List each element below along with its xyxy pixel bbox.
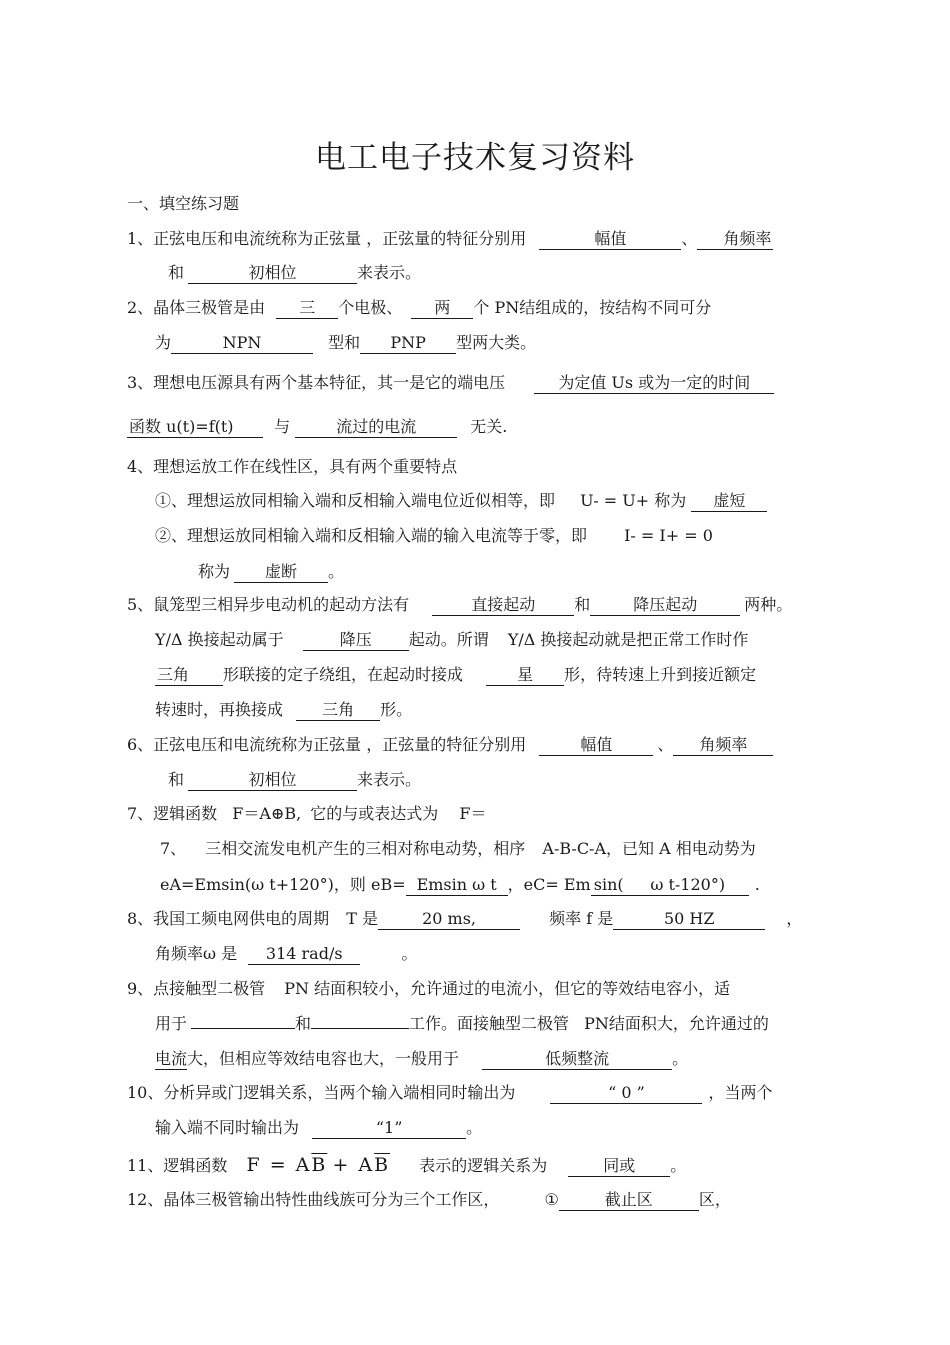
- question-11-line-1: [127, 1154, 686, 1177]
- q7b-text-d: eA=Emsin(ω t+120°)，则 eB=: [160, 875, 406, 894]
- question-6-line-2: [168, 769, 421, 791]
- question-6-line-1: [127, 734, 773, 756]
- question-8-line-1: [127, 908, 802, 930]
- q11-expr-a-bar: $\overline{B}$: [374, 1154, 391, 1176]
- q5-text-c: 两种。: [744, 595, 793, 614]
- q9-blank-current: 电流: [155, 1049, 188, 1068]
- q5-text-e: 起动。所谓: [408, 630, 489, 649]
- question-4-line-3: [155, 525, 713, 547]
- q11-text: 11、逻辑函数: [127, 1156, 228, 1175]
- q9-text-c: 用于: [155, 1014, 188, 1033]
- section-heading: 一、填空练习题: [127, 194, 240, 213]
- question-4-line-4: [198, 561, 344, 583]
- q7b-blank-ec-a: sin(: [591, 875, 627, 896]
- q9-blank-rectify: 低频整流: [482, 1049, 672, 1070]
- q2-text-c: 个 PN结组成的，按结构不同可分: [473, 298, 712, 317]
- q9-text-b: PN 结面积较小，允许通过的电流小，但它的等效结电容小，适: [284, 979, 731, 998]
- q9-blank-1: [191, 1028, 295, 1029]
- q11-text-h: 。: [670, 1156, 687, 1175]
- q3-blank-current: 流过的电流: [295, 417, 457, 438]
- q2-text-b: 个电极、: [338, 298, 403, 317]
- q9-text: 9、点接触型二极管: [127, 979, 266, 998]
- q6-blank-angular-frequency: 角频率: [673, 735, 773, 756]
- question-5-line-3: [155, 664, 756, 686]
- q8-blank-angular: 314 rad/s: [248, 944, 360, 965]
- q12-blank-cutoff: 截止区: [559, 1190, 699, 1211]
- q4-text-e: I- = I+ = 0: [624, 526, 713, 545]
- question-3-line-1: [127, 372, 774, 394]
- q5-text-j: 转速时，再换接成: [155, 700, 284, 719]
- q10-text-c: 输入端不同时输出为: [155, 1118, 300, 1137]
- question-7-line-1: [127, 803, 487, 825]
- question-9-line-3: [155, 1048, 688, 1070]
- q5-text-d: Y/Δ 换接起动属于: [155, 630, 284, 649]
- q4-text-b: ①、理想运放同相输入端和反相输入端电位近似相等，即: [155, 491, 556, 510]
- page-title: 电工电子技术复习资料: [315, 140, 635, 176]
- q2-blank-npn: NPN: [171, 333, 313, 354]
- q2-text-e: 型和: [328, 333, 361, 352]
- question-8-line-2: [155, 943, 417, 965]
- question-1-line-1: [127, 228, 773, 250]
- q4-text-d: ②、理想运放同相输入端和反相输入端的输入电流等于零，即: [155, 526, 588, 545]
- q8-text-g: 。: [401, 944, 418, 963]
- q7b-text-c: A-B-C-A，已知 A 相电动势为: [542, 839, 756, 858]
- q9-text-e: 工作。面接触型二极管: [409, 1014, 570, 1033]
- q9-blank-2: [311, 1028, 409, 1029]
- q7b-blank-ec-b: ω t-120°): [627, 875, 749, 896]
- q4-text-c: U- = U+ 称为: [580, 491, 687, 510]
- q8-text: 8、我国工频电网供电的周期: [127, 909, 330, 928]
- q8-text-d: ，: [786, 909, 803, 928]
- q4-blank-virtual-short: 虚短: [691, 491, 767, 512]
- q3-text-b: 与: [274, 417, 291, 436]
- q5-blank-delta-2: 三角: [296, 700, 380, 721]
- q7b-text-b: 三相交流发电机产生的三相对称电动势，相序: [205, 839, 526, 858]
- question-3-line-2: [127, 416, 507, 438]
- q5-blank-star: 星: [486, 665, 564, 686]
- q1-blank-amplitude: 幅值: [539, 229, 681, 250]
- q5-blank-type: 降压: [303, 630, 409, 651]
- q7b-text-e: ，eC= Em: [507, 875, 591, 894]
- q3-text-c: 无关.: [470, 417, 508, 436]
- q11-expr-plus: + A: [332, 1154, 375, 1176]
- q8-text-b: T 是: [346, 909, 379, 928]
- q1-and: 和: [168, 263, 185, 282]
- q5-text-b: 和: [574, 595, 591, 614]
- q11-expr-b-bar: $\overline{B}$: [311, 1154, 328, 1176]
- q9-text-i: 。: [672, 1049, 689, 1068]
- q5-text-h: 形联接的定子绕组，在起动时接成: [223, 665, 464, 684]
- q2-text: 2、晶体三极管是由: [127, 298, 266, 317]
- question-10-line-2: [155, 1117, 482, 1139]
- q10-text-d: 。: [466, 1118, 483, 1137]
- q9-text-h: 大，但相应等效结电容也大，一般用于: [187, 1049, 460, 1068]
- q5-text-g: Y/Δ 换接起动就是把正常工作时作: [507, 630, 749, 649]
- q1-tail: 来表示。: [357, 263, 422, 282]
- q7b-text-g: .: [754, 875, 760, 894]
- question-7b-line-2: [160, 874, 760, 896]
- q1-sep: 、: [681, 229, 698, 248]
- q9-text-d: 和: [295, 1014, 312, 1033]
- q7-text: 7、逻辑函数: [127, 804, 218, 823]
- q1-blank-initial-phase: 初相位: [188, 263, 357, 284]
- q7-text-c: 它的与或表达式为: [310, 804, 439, 823]
- q5-text-k: 形。: [380, 700, 413, 719]
- q6-sep: 、: [657, 735, 674, 754]
- q10-blank-different: “1”: [312, 1118, 466, 1139]
- question-2-line-1: [127, 297, 711, 319]
- q12-text: 12、晶体三极管输出特性曲线族可分为三个工作区，: [127, 1190, 500, 1209]
- q7b-blank-eb: Emsin ω t: [406, 875, 508, 896]
- question-5-line-4: [155, 699, 412, 721]
- q2-blank-electrodes: 三: [276, 298, 338, 319]
- q1-text: 1、正弦电压和电流统称为正弦量 ，正弦量的特征分别用: [127, 229, 527, 248]
- q7-text-d: F＝: [459, 804, 487, 823]
- q5-text-i: 形，待转速上升到接近额定: [564, 665, 757, 684]
- q5-blank-reduced: 降压起动: [590, 595, 740, 616]
- q4-blank-virtual-break: 虚断: [234, 562, 328, 583]
- q8-blank-period: 20 ms,: [378, 909, 520, 930]
- q2-text-d: 为: [155, 333, 172, 352]
- q5-text: 5、鼠笼型三相异步电动机的起动方法有: [127, 595, 410, 614]
- q8-blank-frequency: 50 HZ: [613, 909, 765, 930]
- q3-blank-function: 函数 u(t)=f(t): [127, 417, 263, 438]
- q11-expr-f: F = A: [246, 1154, 312, 1176]
- q3-blank-voltage: 为定值 Us 或为一定的时间: [534, 373, 774, 394]
- q11-blank-xnor: 同或: [568, 1156, 670, 1177]
- q4-text-h: 。: [328, 562, 345, 581]
- q7-function: F＝A⊕B,: [232, 804, 302, 823]
- q2-blank-pn: 两: [411, 298, 473, 319]
- q3-text: 3、理想电压源具有两个基本特征，其一是它的端电压: [127, 373, 506, 392]
- q6-tail: 来表示。: [357, 770, 422, 789]
- question-7b-line-1: [160, 838, 756, 860]
- q5-blank-delta: 三角: [155, 665, 223, 686]
- q6-and: 和: [168, 770, 185, 789]
- question-9-line-1: [127, 978, 730, 1000]
- q10-text-b: ，当两个: [708, 1083, 773, 1102]
- question-5-line-1: [127, 594, 792, 616]
- q7b-number: 7、: [160, 839, 187, 858]
- q9-text-g: PN结面积大，允许通过的: [584, 1014, 769, 1033]
- q8-text-c: 频率 f 是: [549, 909, 614, 928]
- question-5-line-2: [155, 629, 748, 651]
- q5-blank-direct: 直接起动: [432, 595, 574, 616]
- q10-text: 10、分析异或门逻辑关系，当两个输入端相同时输出为: [127, 1083, 516, 1102]
- q2-blank-pnp: PNP: [360, 333, 456, 354]
- q12-text-c: 区，: [698, 1190, 731, 1209]
- q6-text: 6、正弦电压和电流统称为正弦量 ，正弦量的特征分别用: [127, 735, 527, 754]
- q12-circle-1: ①: [544, 1190, 559, 1209]
- question-1-line-2: [168, 262, 421, 284]
- q2-text-g: 型两大类。: [456, 333, 537, 352]
- q4-text-g: 称为: [198, 562, 231, 581]
- question-2-line-2: [155, 332, 536, 354]
- q6-blank-amplitude: 幅值: [539, 735, 653, 756]
- q1-blank-angular-frequency: 角频率: [697, 229, 773, 250]
- question-4-line-2: [155, 490, 767, 512]
- question-12-line-1: [127, 1189, 731, 1211]
- question-10-line-1: [127, 1082, 772, 1104]
- q11-text-g: 表示的逻辑关系为: [419, 1156, 548, 1175]
- question-9-line-2: [155, 1013, 769, 1035]
- question-4-line-1: 4、理想运放工作在线性区，具有两个重要特点: [127, 457, 458, 476]
- q8-text-e: 角频率ω 是: [155, 944, 238, 963]
- q6-blank-initial-phase: 初相位: [188, 770, 357, 791]
- q10-blank-same: “ 0 ”: [550, 1083, 702, 1104]
